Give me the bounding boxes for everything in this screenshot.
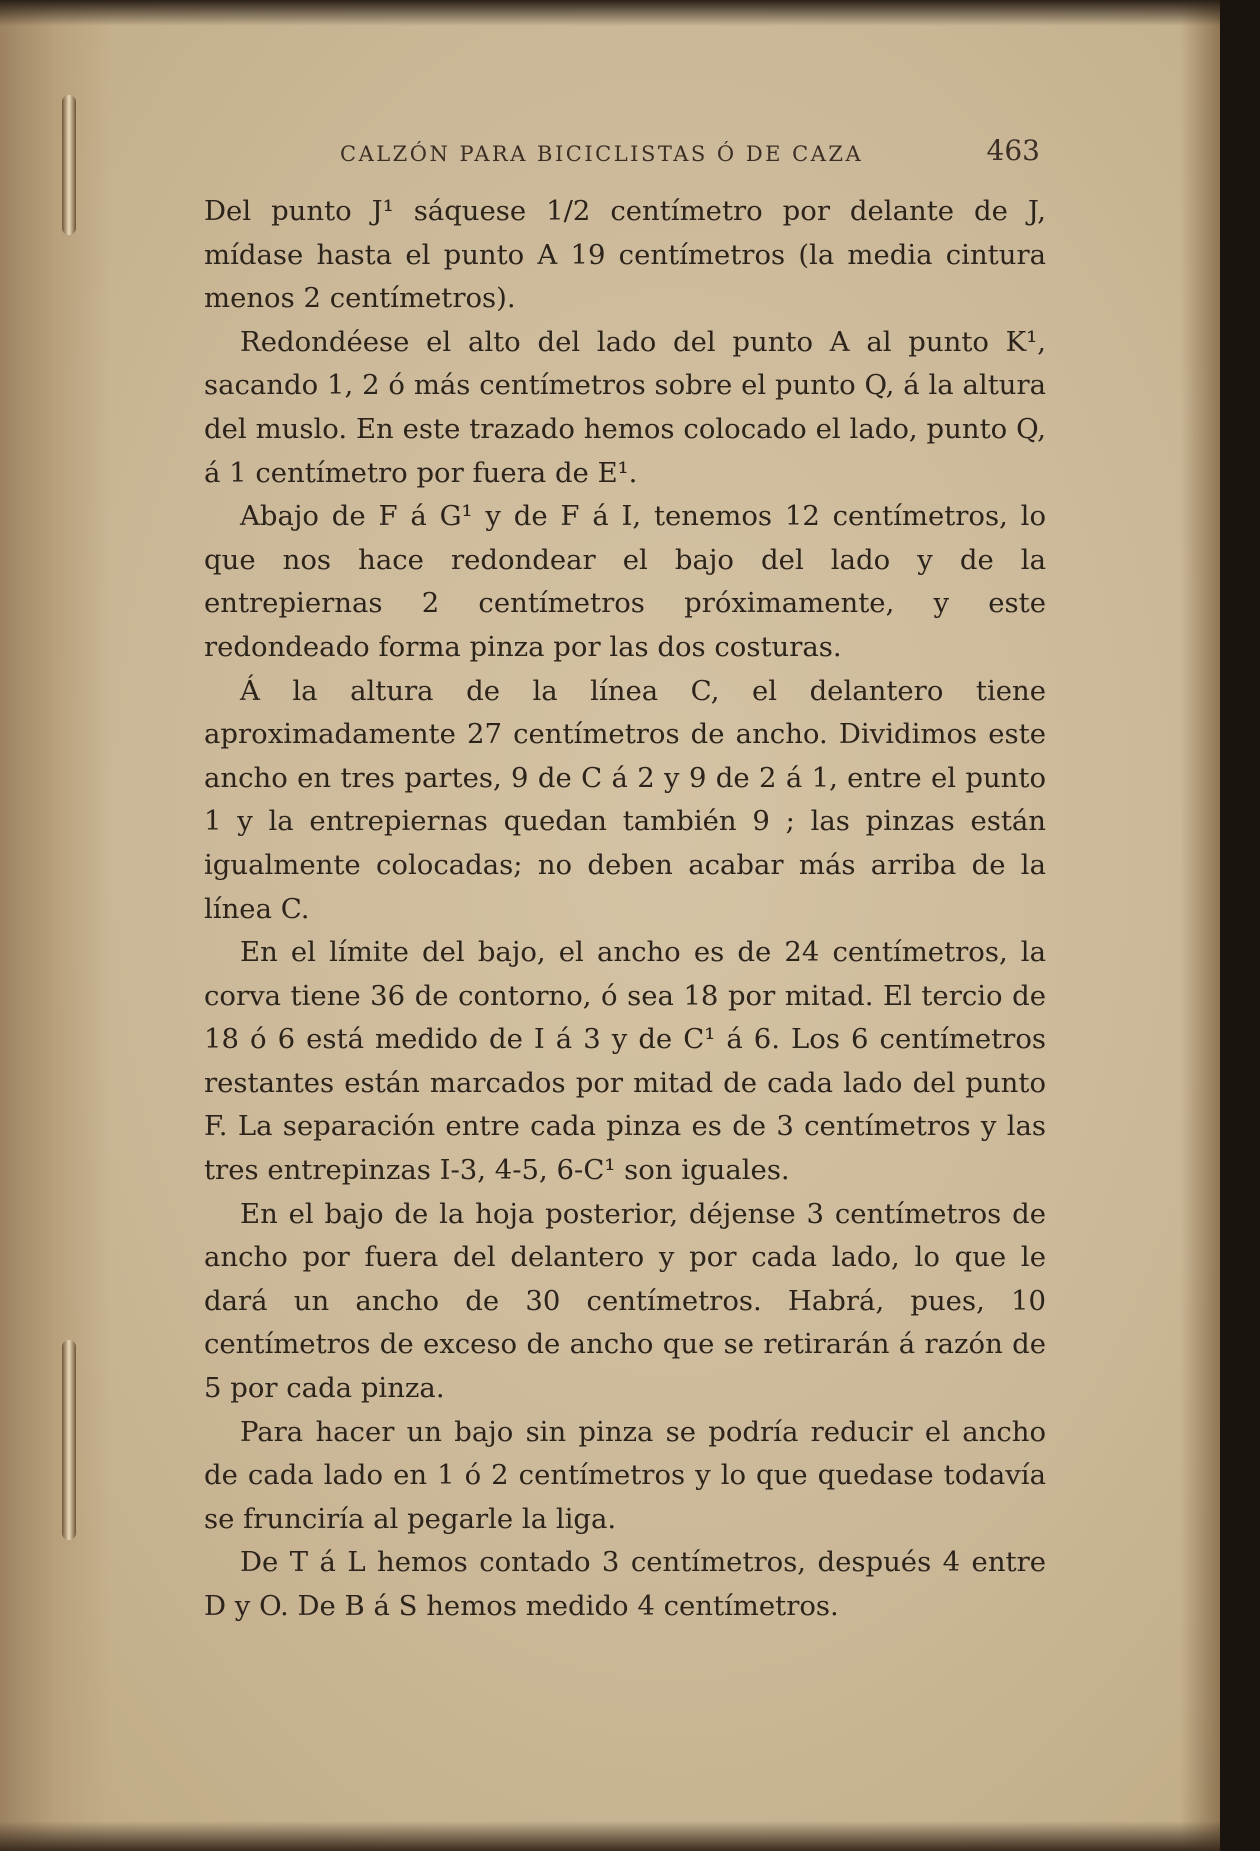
running-title: CALZÓN PARA BICICLISTAS Ó DE CAZA [340, 142, 864, 166]
body-text [204, 190, 1046, 1629]
page-edge-shadow [1180, 0, 1220, 1851]
paragraph: En el bajo de la hoja posterior, déjense 3 centímetros de ancho por fuera del delantero y por cada lado, lo que le dará un ancho de 30 centímetros. Habrá, pues, 10 centímetros de exceso de ancho que se retirarán á razón de 5 por cada pinza. [204, 1197, 1046, 1405]
paragraph: Para hacer un bajo sin pinza se podría reducir el ancho de cada lado en 1 ó 2 centímetros y lo que quedase todavía se frunciría al pegarle la liga. [204, 1415, 1046, 1535]
paragraph: De T á L hemos contado 3 centímetros, después 4 entre D y O. De B á S hemos medido 4 centímetros. [204, 1546, 1046, 1622]
paragraph: Redondéese el alto del lado del punto A al punto K¹, sacando 1, 2 ó más centímetros sobre el punto Q, á la altura del muslo. En este trazado hemos colocado el lado, punto Q, á 1 centímetro por fuera de E¹. [204, 325, 1046, 489]
binding-thread [62, 1340, 76, 1540]
page-number: 463 [986, 134, 1040, 167]
paragraph: Abajo de F á G¹ y de F á I, tenemos 12 centímetros, lo que nos hace redondear el bajo del lado y de la entrepiernas 2 centímetros próximamente, y este redondeado forma pinza por las dos costuras. [204, 500, 1046, 663]
page-header [200, 132, 1040, 172]
page-gutter [0, 0, 110, 1851]
paragraph: Á la altura de la línea C, el delantero tiene aproximadamente 27 centímetros de ancho. Dividimos este ancho en tres partes, 9 de C á 2 y 9 de 2 á 1, entre el punto 1 y la entrepiernas quedan también 9 ; las pinzas están igualmente colocadas; no deben acabar más arriba de la línea C. [204, 674, 1046, 925]
page-bottom-edge [0, 1821, 1220, 1851]
paragraph: En el límite del bajo, el ancho es de 24 centímetros, la corva tiene 36 de contorno, ó sea 18 por mitad. El tercio de 18 ó 6 está medido de I á 3 y de C¹ á 6. Los 6 centímetros restantes están marcados por mitad de cada lado del punto F. La separación entre cada pinza es de 3 centímetros y las tres entrepinzas I-3, 4-5, 6-C¹ son iguales. [204, 936, 1046, 1187]
paragraph: Del punto J¹ sáquese 1/2 centímetro por delante de J, mídase hasta el punto A 19 centímetros (la media cintura menos 2 centímetros). [204, 195, 1046, 315]
page-top-edge [0, 0, 1220, 26]
binding-thread [62, 95, 76, 235]
